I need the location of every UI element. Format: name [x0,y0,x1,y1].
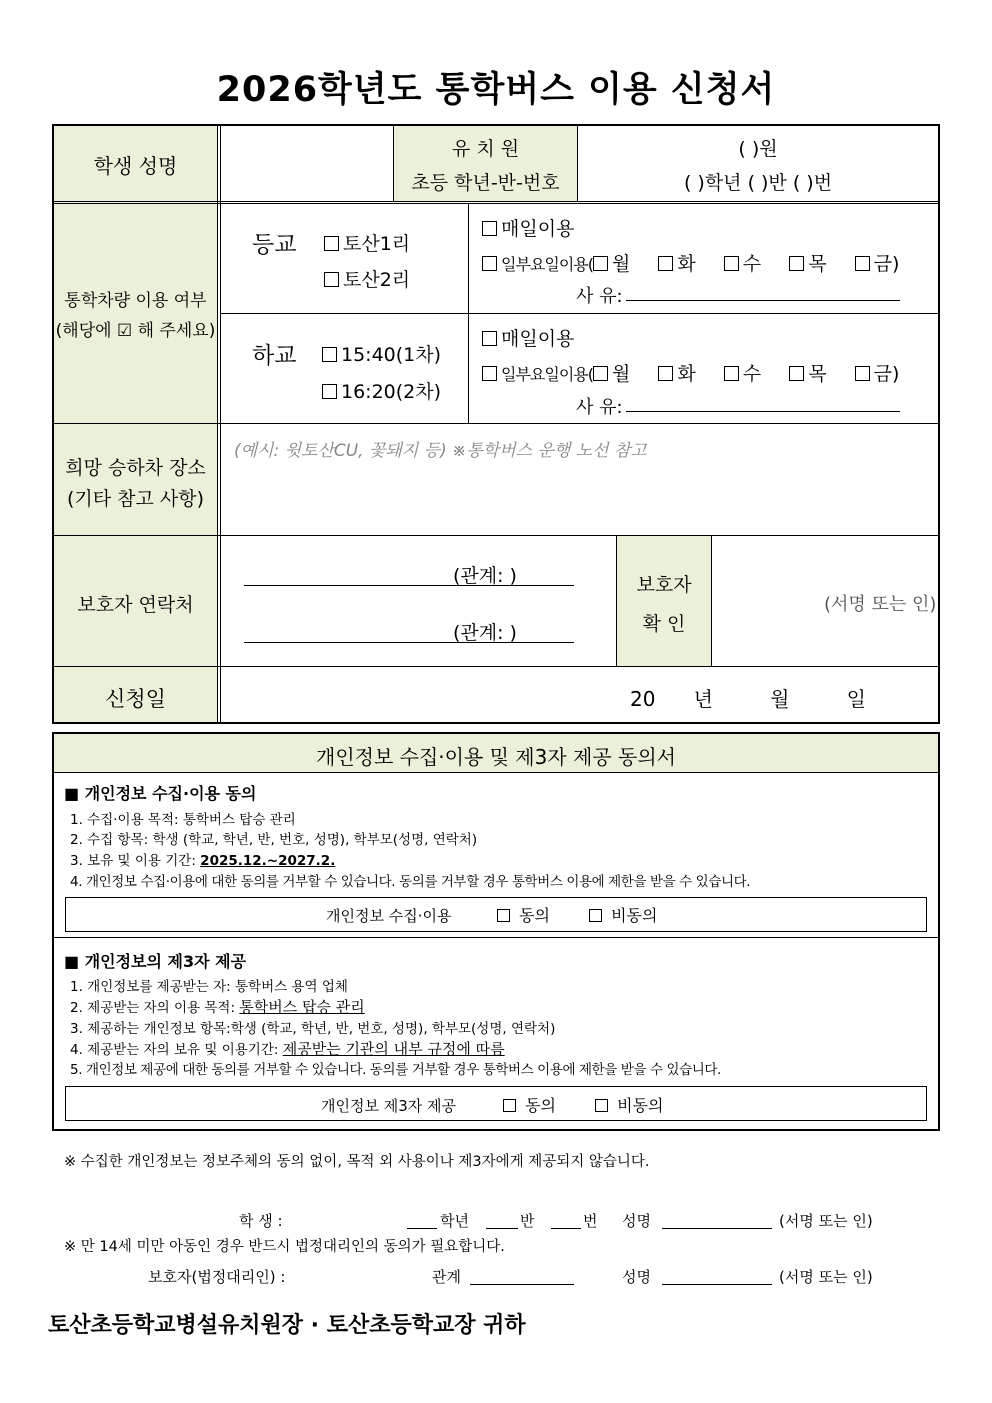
third-party-item-1: 1. 개인정보를 제공받는 자: 통학버스 용역 업체 [70,979,348,995]
collection-consent-box [65,897,927,932]
third-party-item-3: 3. 제공하는 개인정보 항목:학생 (학교, 학년, 반, 번호, 성명), 학부모(성명, 연락처) [70,1021,556,1037]
from-school-label: 하교 [252,343,297,369]
third-party-item-5: 5. 개인정보 제공에 대한 동의를 거부할 수 있습니다. 동의를 거부할 경우 통학버스 이용에 제한을 받을 수 있습니다. [70,1062,721,1078]
checkbox-icon[interactable] [724,256,739,271]
third-party-consent-box [65,1086,927,1121]
guardian-sign-label: 보호자(법정대리인) : [148,1268,286,1286]
page-title: 2026학년도 통학버스 이용 신청서 [216,70,776,110]
guardian-phone-field-1[interactable] [244,585,574,586]
checkbox-icon[interactable] [497,909,510,922]
third-party-heading: ■ 개인정보의 제3자 제공 [64,952,247,971]
from-school-option-1[interactable]: 15:40(1차) [322,340,441,367]
from-school-reason-label: 사 유: [576,397,623,418]
student-name-sign-field[interactable] [662,1228,772,1229]
checkbox-icon[interactable] [589,909,602,922]
guardian-confirm-bg [617,536,711,666]
consent-title: 개인정보 수집·이용 및 제3자 제공 동의서 [316,745,676,769]
collection-consent-label: 개인정보 수집·이용 [326,907,452,925]
checkbox-icon[interactable] [724,366,739,381]
student-name-label: 학생 성명 [93,154,178,178]
guardian-relation-1: (관계: ) [453,565,517,587]
to-school-reason-field[interactable] [626,300,900,301]
guardian-signature-field[interactable]: (서명 또는 인) [824,594,937,615]
under-14-notice: ※ 만 14세 미만 아동인 경우 반드시 법정대리인의 동의가 필요합니다. [64,1239,505,1255]
checkbox-icon[interactable] [789,366,804,381]
checkbox-icon[interactable] [324,272,339,287]
checkbox-icon[interactable] [593,256,608,271]
checkbox-icon[interactable] [503,1099,516,1112]
guardian-contact-label: 보호자 연락처 [77,594,194,616]
collection-agree-option[interactable]: 동의 [497,903,550,926]
elementary-grade-label: 초등 학년-반-번호 [411,172,560,194]
third-party-disagree-option[interactable]: 비동의 [595,1093,663,1116]
to-school-option-1[interactable]: 토산1리 [324,229,410,256]
student-grade-field[interactable] [407,1228,437,1229]
apply-date-field[interactable]: 20 년 월 일 [630,687,866,711]
to-school-partial-use[interactable]: 일부요일이용( 월 화 수 목 금) [482,249,899,276]
apply-date-label: 신청일 [105,687,166,711]
kindergarten-label: 유 치 원 [451,138,520,160]
guardian-relation-2: (관계: ) [453,622,517,644]
collection-item-4: 4. 개인정보 수집·이용에 대한 동의를 거부할 수 있습니다. 동의를 거부할 경우 통학버스 이용에 제한을 받을 수 있습니다. [70,874,751,890]
from-school-daily-use[interactable]: 매일이용 [482,324,574,351]
to-school-label: 등교 [252,232,297,258]
from-school-reason-field[interactable] [626,411,900,412]
from-school-option-2[interactable]: 16:20(2차) [322,377,441,404]
guardian-relation-label: 관계 [432,1268,461,1286]
checkbox-icon[interactable] [658,256,673,271]
collection-item-2: 2. 수집 항목: 학생 (학교, 학년, 반, 번호, 성명), 학부모(성명, 연락처) [70,832,478,848]
to-school-daily-use[interactable]: 매일이용 [482,214,574,241]
guardian-name-label: 성명 [622,1268,651,1286]
third-party-agree-option[interactable]: 동의 [503,1093,556,1116]
checkbox-icon[interactable] [855,256,870,271]
grade-class-number-field[interactable]: ( )학년 ( )반 ( )번 [683,172,833,194]
label-column-bg [54,126,217,722]
from-school-partial-use[interactable]: 일부요일이용( 월 화 수 목 금) [482,359,899,386]
checkbox-icon[interactable] [595,1099,608,1112]
checkbox-icon[interactable] [322,347,337,362]
checkbox-icon[interactable] [482,366,497,381]
checkbox-icon[interactable] [855,366,870,381]
to-school-option-2[interactable]: 토산2리 [324,265,410,292]
checkbox-icon[interactable] [658,366,673,381]
checkbox-icon[interactable] [482,221,497,236]
student-number-field[interactable] [551,1228,581,1229]
guardian-relation-field[interactable] [470,1284,574,1285]
checkbox-icon[interactable] [593,366,608,381]
student-name-field[interactable] [221,126,393,201]
checkbox-icon[interactable] [482,331,497,346]
collection-consent-heading: ■ 개인정보 수집·이용 동의 [64,784,257,803]
collection-item-3: 3. 보유 및 이용 기간: 2025.12.~2027.2. [70,853,336,869]
usage-label: 통학차량 이용 여부 [64,291,207,311]
guardian-name-field[interactable] [662,1284,772,1285]
guardian-confirm-label-2: 확 인 [642,613,686,635]
third-party-consent-label: 개인정보 제3자 제공 [321,1097,457,1115]
usage-instruction: (해당에 ☑ 해 주세요) [55,321,216,341]
checkbox-icon[interactable] [789,256,804,271]
guardian-confirm-label: 보호자 [636,574,692,596]
third-party-item-2: 2. 제공받는 자의 이용 목적: 통학버스 탑승 관리 [70,998,365,1016]
student-grade-label: 학년 [440,1212,469,1230]
kindergarten-class-field[interactable]: ( )원 [738,138,778,160]
student-class-label: 반 [520,1212,535,1230]
checkbox-icon[interactable] [324,236,339,251]
pickup-place-label: 희망 승하차 장소 [65,457,206,479]
third-party-item-4: 4. 제공받는 자의 보유 및 이용기간: 제공받는 기관의 내부 규정에 따름 [70,1040,505,1058]
student-sign-label: 학 생 : [239,1212,283,1230]
checkbox-icon[interactable] [482,256,497,271]
collection-item-1: 1. 수집·이용 목적: 통학버스 탑승 관리 [70,812,296,828]
student-number-label: 번 [583,1212,598,1230]
guardian-phone-field-2[interactable] [244,642,574,643]
checkbox-icon[interactable] [322,384,337,399]
collection-disagree-option[interactable]: 비동의 [589,903,657,926]
guardian-sign-hint: (서명 또는 인) [779,1268,873,1286]
pickup-place-sublabel: (기타 참고 사항) [66,488,205,510]
to-school-reason-label: 사 유: [576,286,623,307]
student-sign-hint: (서명 또는 인) [779,1212,873,1230]
privacy-notice: ※ 수집한 개인정보는 정보주체의 동의 없이, 목적 외 사용이나 제3자에게 제공되지 않습니다. [64,1154,650,1170]
student-name-sign-label: 성명 [622,1212,651,1230]
pickup-place-field[interactable]: (예시: 윗토산CU, 꽃돼지 등) ※통학버스 운행 노선 참고 [234,441,647,461]
addressee: 토산초등학교병설유치원장 · 토산초등학교장 귀하 [48,1313,526,1338]
student-class-field[interactable] [486,1228,518,1229]
